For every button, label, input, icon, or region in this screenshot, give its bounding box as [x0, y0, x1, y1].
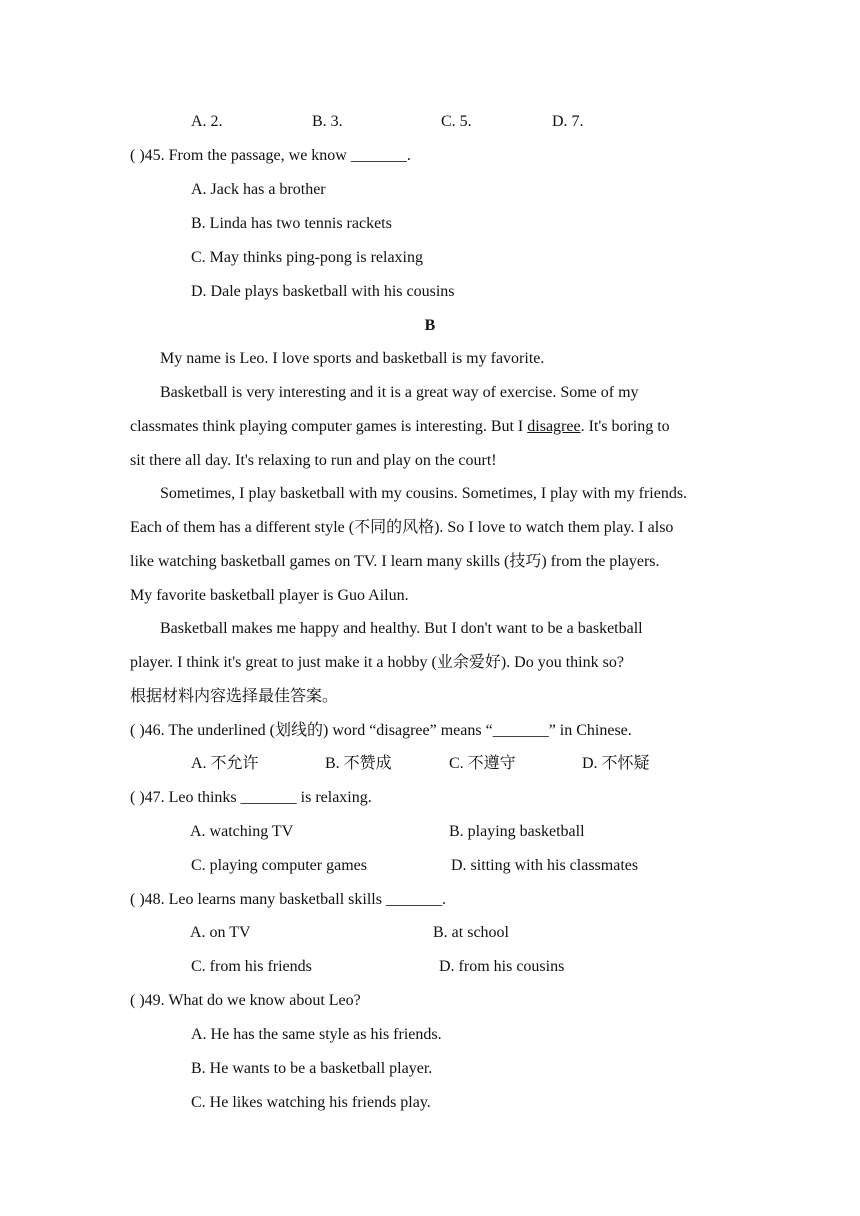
q44-option-c: C. 5.: [441, 113, 472, 130]
passage-p2-line2: [130, 417, 670, 437]
q45-stem: ( )45. From the passage, we know _______.: [130, 147, 411, 164]
passage-p1: My name is Leo. I love sports and basketball is my favorite.: [160, 350, 545, 367]
passage-p3-line2: Each of them has a different style (不同的风格). So I love to watch them play. I also: [130, 519, 674, 536]
q46-option-b: B. 不赞成: [325, 755, 392, 772]
q47-stem: ( )47. Leo thinks _______ is relaxing.: [130, 789, 372, 806]
q49-option-b: B. He wants to be a basketball player.: [191, 1060, 433, 1077]
q48-option-d: D. from his cousins: [439, 958, 565, 975]
q47-option-b: B. playing basketball: [449, 823, 585, 840]
q44-option-b: B. 3.: [312, 113, 343, 130]
q46-stem: ( )46. The underlined (划线的) word “disagree” means “_______” in Chinese.: [130, 722, 632, 739]
passage-p3-line4: My favorite basketball player is Guo Ailun.: [130, 587, 409, 604]
passage-p4-line2: player. I think it's great to just make it a hobby (业余爱好). Do you think so?: [130, 654, 624, 671]
passage-p3-line1: Sometimes, I play basketball with my cousins. Sometimes, I play with my friends.: [160, 485, 688, 502]
q46-option-a: A. 不允许: [191, 755, 259, 772]
q47-option-a: A. watching TV: [190, 823, 294, 840]
section-heading: B: [424, 317, 436, 334]
q45-option-c: C. May thinks ping-pong is relaxing: [191, 249, 423, 266]
q44-option-a: A. 2.: [191, 113, 223, 130]
q49-stem: ( )49. What do we know about Leo?: [130, 992, 361, 1009]
q46-option-c: C. 不遵守: [449, 755, 516, 772]
q49-option-c: C. He likes watching his friends play.: [191, 1094, 431, 1111]
instruction: 根据材料内容选择最佳答案。: [130, 688, 339, 705]
passage-p2-line3: sit there all day. It's relaxing to run and play on the court!: [130, 452, 497, 469]
q45-option-d: D. Dale plays basketball with his cousins: [191, 283, 455, 300]
passage-p2-line2-before: classmates think playing computer games is interesting. But I: [130, 418, 528, 435]
q48-option-b: B. at school: [433, 924, 509, 941]
q44-option-d: D. 7.: [552, 113, 584, 130]
passage-p2-line2-after: . It's boring to: [580, 418, 670, 435]
q48-stem: ( )48. Leo learns many basketball skills _______.: [130, 891, 446, 908]
passage-p2-line1: Basketball is very interesting and it is a great way of exercise. Some of my: [160, 384, 639, 401]
q45-option-a: A. Jack has a brother: [191, 181, 326, 198]
q47-option-d: D. sitting with his classmates: [451, 857, 639, 874]
underlined-word: disagree: [527, 418, 581, 435]
q48-option-a: A. on TV: [190, 924, 251, 941]
q47-option-c: C. playing computer games: [191, 857, 367, 874]
passage-p3-line3: like watching basketball games on TV. I learn many skills (技巧) from the players.: [130, 553, 660, 570]
q49-option-a: A. He has the same style as his friends.: [191, 1026, 442, 1043]
passage-p4-line1: Basketball makes me happy and healthy. But I don't want to be a basketball: [160, 620, 643, 637]
q46-option-d: D. 不怀疑: [582, 755, 650, 772]
q45-option-b: B. Linda has two tennis rackets: [191, 215, 392, 232]
q48-option-c: C. from his friends: [191, 958, 312, 975]
